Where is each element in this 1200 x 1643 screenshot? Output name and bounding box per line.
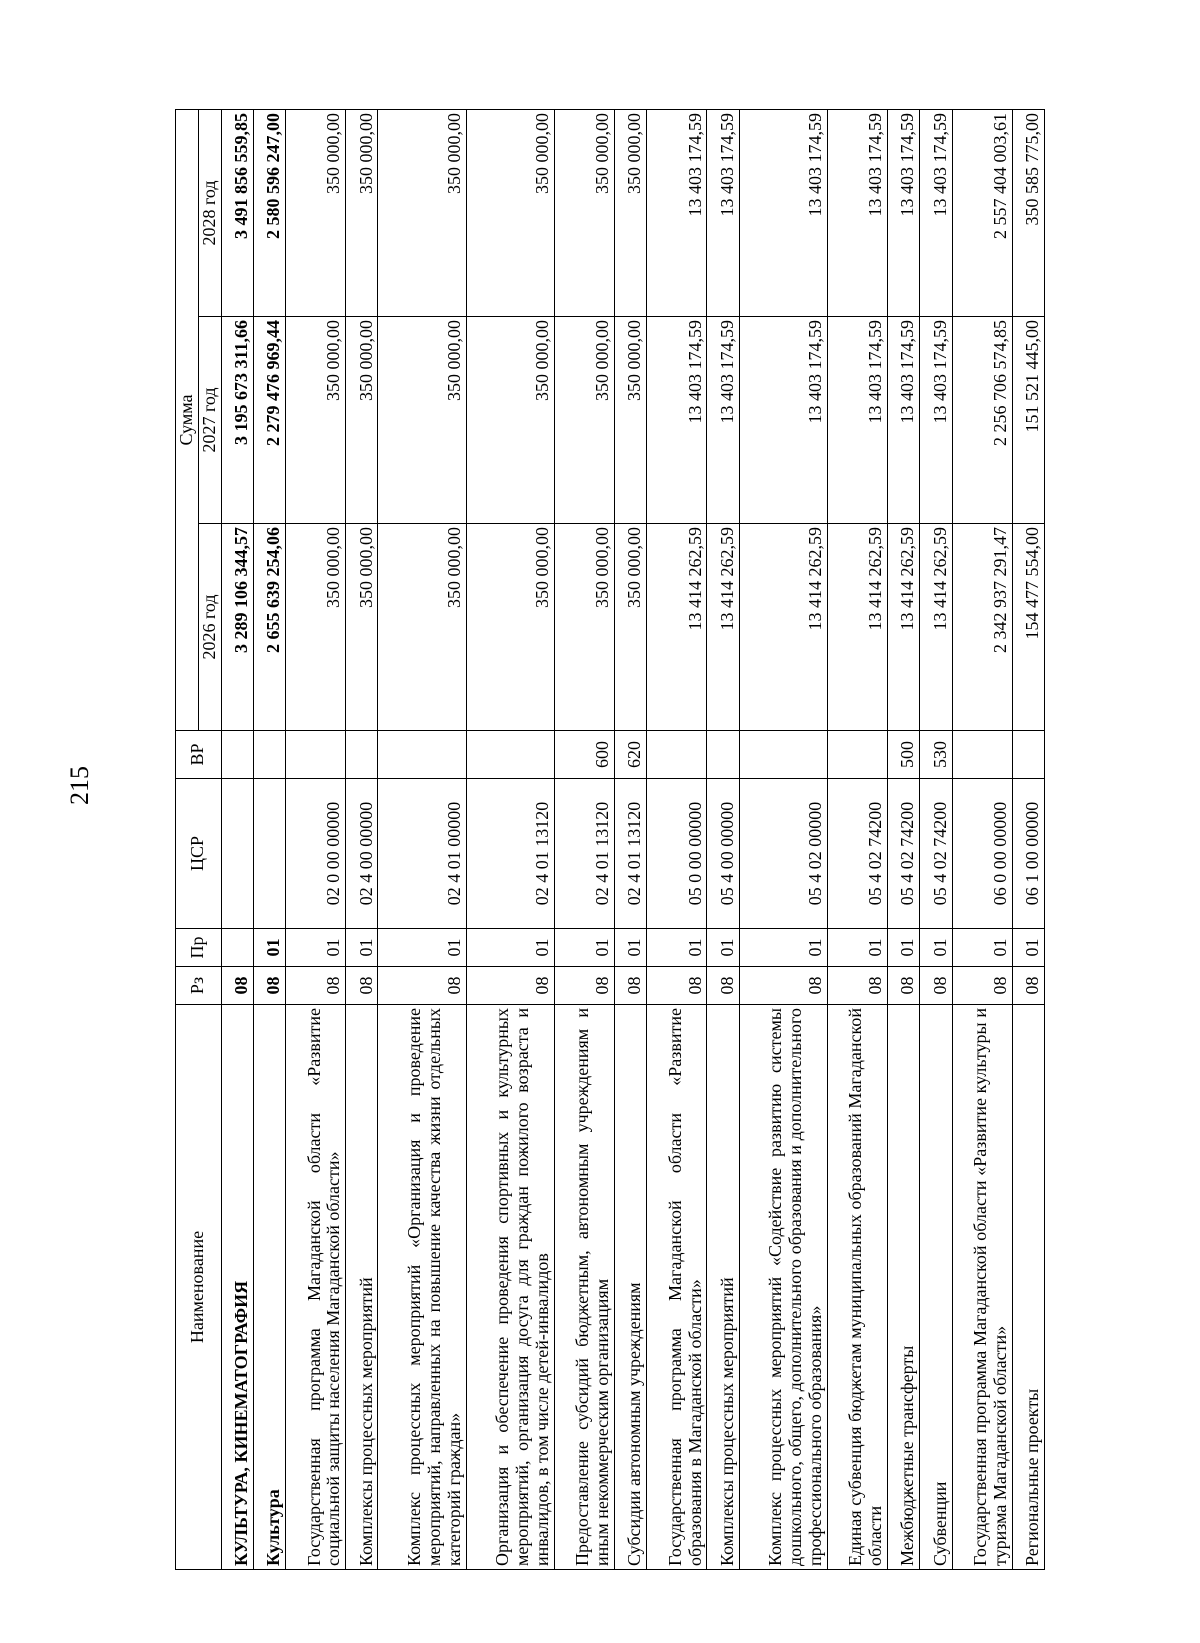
cell-y2026: 13 414 262,59 bbox=[647, 524, 707, 731]
cell-y2028: 350 000,00 bbox=[346, 109, 378, 316]
cell-csr: 05 4 00 00000 bbox=[707, 779, 739, 929]
cell-pr: 01 bbox=[378, 929, 466, 967]
cell-y2028: 13 403 174,59 bbox=[739, 109, 827, 316]
cell-y2027: 350 000,00 bbox=[286, 317, 346, 524]
cell-vr bbox=[739, 731, 827, 779]
cell-name: КУЛЬТУРА, КИНЕМАТОГРАФИЯ bbox=[221, 1005, 253, 1570]
rotated-table-container bbox=[175, 110, 1045, 1570]
cell-name: Организация и обеспечение проведения спортивных и культурных мероприятий, организация досуга для граждан пожилого возраста и инвалидов, в том числе детей-инвалидов bbox=[466, 1005, 554, 1570]
table-row bbox=[286, 109, 346, 1569]
header-2026: 2026 год bbox=[198, 524, 221, 731]
cell-vr: 500 bbox=[888, 731, 920, 779]
table-row bbox=[888, 109, 920, 1569]
table-row bbox=[221, 109, 253, 1569]
cell-y2026: 2 655 639 254,06 bbox=[253, 524, 285, 731]
cell-vr bbox=[253, 731, 285, 779]
cell-rz: 08 bbox=[952, 967, 1012, 1005]
cell-y2027: 350 000,00 bbox=[346, 317, 378, 524]
cell-rz: 08 bbox=[707, 967, 739, 1005]
cell-name: Региональные проекты bbox=[1012, 1005, 1044, 1570]
cell-vr bbox=[827, 731, 887, 779]
cell-csr: 02 4 00 00000 bbox=[346, 779, 378, 929]
cell-y2028: 3 491 856 559,85 bbox=[221, 109, 253, 316]
cell-name: Предоставление субсидий бюджетным, автономным учреждениям и иным некоммерческим организациям bbox=[554, 1005, 614, 1570]
header-vr: ВР bbox=[176, 731, 222, 779]
cell-y2028: 2 557 404 003,61 bbox=[952, 109, 1012, 316]
cell-y2026: 350 000,00 bbox=[346, 524, 378, 731]
header-rz: Рз bbox=[176, 967, 222, 1005]
cell-y2028: 13 403 174,59 bbox=[707, 109, 739, 316]
cell-pr: 01 bbox=[466, 929, 554, 967]
table-row bbox=[707, 109, 739, 1569]
cell-vr bbox=[1012, 731, 1044, 779]
cell-y2028: 13 403 174,59 bbox=[827, 109, 887, 316]
cell-pr: 01 bbox=[952, 929, 1012, 967]
cell-name: Субсидии автономным учреждениям bbox=[615, 1005, 647, 1570]
cell-rz: 08 bbox=[739, 967, 827, 1005]
cell-y2027: 2 279 476 969,44 bbox=[253, 317, 285, 524]
cell-rz: 08 bbox=[346, 967, 378, 1005]
cell-rz: 08 bbox=[378, 967, 466, 1005]
table-row bbox=[920, 109, 952, 1569]
cell-y2027: 13 403 174,59 bbox=[827, 317, 887, 524]
cell-y2026: 350 000,00 bbox=[554, 524, 614, 731]
cell-y2028: 350 000,00 bbox=[615, 109, 647, 316]
cell-y2027: 350 000,00 bbox=[378, 317, 466, 524]
cell-pr: 01 bbox=[827, 929, 887, 967]
header-2028: 2028 год bbox=[198, 109, 221, 316]
header-2027: 2027 год bbox=[198, 317, 221, 524]
cell-csr: 05 4 02 74200 bbox=[888, 779, 920, 929]
cell-y2028: 350 585 775,00 bbox=[1012, 109, 1044, 316]
cell-rz: 08 bbox=[286, 967, 346, 1005]
cell-csr: 05 4 02 74200 bbox=[920, 779, 952, 929]
cell-y2026: 13 414 262,59 bbox=[827, 524, 887, 731]
cell-csr: 02 4 01 13120 bbox=[615, 779, 647, 929]
cell-name: Комплексы процессных мероприятий bbox=[346, 1005, 378, 1570]
header-sum: Сумма bbox=[176, 109, 199, 730]
cell-pr: 01 bbox=[920, 929, 952, 967]
cell-y2026: 13 414 262,59 bbox=[920, 524, 952, 731]
table-row bbox=[554, 109, 614, 1569]
cell-pr: 01 bbox=[1012, 929, 1044, 967]
cell-y2026: 350 000,00 bbox=[615, 524, 647, 731]
cell-name: Межбюджетные трансферты bbox=[888, 1005, 920, 1570]
cell-y2027: 350 000,00 bbox=[466, 317, 554, 524]
cell-y2028: 350 000,00 bbox=[554, 109, 614, 316]
cell-rz: 08 bbox=[615, 967, 647, 1005]
cell-rz: 08 bbox=[647, 967, 707, 1005]
cell-csr: 05 4 02 74200 bbox=[827, 779, 887, 929]
header-name: Наименование bbox=[176, 1005, 222, 1570]
cell-y2027: 2 256 706 574,85 bbox=[952, 317, 1012, 524]
cell-name: Комплекс процессных мероприятий «Организация и проведение мероприятий, направленных на повышение качества жизни отдельных категорий граждан» bbox=[378, 1005, 466, 1570]
cell-vr: 620 bbox=[615, 731, 647, 779]
cell-csr: 02 0 00 00000 bbox=[286, 779, 346, 929]
cell-y2027: 13 403 174,59 bbox=[647, 317, 707, 524]
cell-name: Государственная программа Магаданской области «Развитие социальной защиты населения Магаданской области» bbox=[286, 1005, 346, 1570]
table-row bbox=[466, 109, 554, 1569]
cell-y2027: 151 521 445,00 bbox=[1012, 317, 1044, 524]
cell-pr: 01 bbox=[253, 929, 285, 967]
cell-y2026: 350 000,00 bbox=[286, 524, 346, 731]
cell-rz: 08 bbox=[466, 967, 554, 1005]
table-row bbox=[827, 109, 887, 1569]
table-row bbox=[952, 109, 1012, 1569]
cell-y2026: 350 000,00 bbox=[466, 524, 554, 731]
cell-rz: 08 bbox=[888, 967, 920, 1005]
cell-name: Комплекс процессных мероприятий «Содействие развитию системы дошкольного, общего, дополнительного образования и дополнительного профессионального образования» bbox=[739, 1005, 827, 1570]
cell-pr: 01 bbox=[615, 929, 647, 967]
cell-y2028: 13 403 174,59 bbox=[647, 109, 707, 316]
cell-vr: 530 bbox=[920, 731, 952, 779]
cell-name: Субвенции bbox=[920, 1005, 952, 1570]
table-row bbox=[739, 109, 827, 1569]
cell-y2028: 350 000,00 bbox=[466, 109, 554, 316]
cell-pr: 01 bbox=[707, 929, 739, 967]
cell-y2027: 13 403 174,59 bbox=[707, 317, 739, 524]
table-row bbox=[346, 109, 378, 1569]
cell-vr bbox=[346, 731, 378, 779]
cell-vr bbox=[707, 731, 739, 779]
table-row bbox=[1012, 109, 1044, 1569]
cell-y2026: 13 414 262,59 bbox=[707, 524, 739, 731]
cell-y2026: 3 289 106 344,57 bbox=[221, 524, 253, 731]
cell-rz: 08 bbox=[253, 967, 285, 1005]
cell-y2027: 350 000,00 bbox=[615, 317, 647, 524]
cell-y2026: 350 000,00 bbox=[378, 524, 466, 731]
page-number: 215 bbox=[65, 766, 94, 805]
cell-csr: 02 4 01 00000 bbox=[378, 779, 466, 929]
cell-y2027: 3 195 673 311,66 bbox=[221, 317, 253, 524]
cell-rz: 08 bbox=[221, 967, 253, 1005]
cell-y2027: 350 000,00 bbox=[554, 317, 614, 524]
cell-vr bbox=[647, 731, 707, 779]
cell-pr: 01 bbox=[888, 929, 920, 967]
cell-pr: 01 bbox=[346, 929, 378, 967]
table-row bbox=[253, 109, 285, 1569]
table-row bbox=[647, 109, 707, 1569]
cell-y2026: 13 414 262,59 bbox=[888, 524, 920, 731]
cell-vr: 600 bbox=[554, 731, 614, 779]
cell-y2028: 350 000,00 bbox=[378, 109, 466, 316]
cell-rz: 08 bbox=[1012, 967, 1044, 1005]
cell-rz: 08 bbox=[554, 967, 614, 1005]
header-csr: ЦСР bbox=[176, 779, 222, 929]
cell-pr: 01 bbox=[739, 929, 827, 967]
cell-pr bbox=[221, 929, 253, 967]
cell-vr bbox=[286, 731, 346, 779]
cell-y2028: 13 403 174,59 bbox=[920, 109, 952, 316]
cell-y2026: 2 342 937 291,47 bbox=[952, 524, 1012, 731]
cell-y2028: 2 580 596 247,00 bbox=[253, 109, 285, 316]
cell-y2026: 154 477 554,00 bbox=[1012, 524, 1044, 731]
cell-csr: 02 4 01 13120 bbox=[466, 779, 554, 929]
cell-csr: 05 0 00 00000 bbox=[647, 779, 707, 929]
cell-vr bbox=[378, 731, 466, 779]
cell-y2027: 13 403 174,59 bbox=[920, 317, 952, 524]
cell-name: Единая субвенция бюджетам муниципальных образований Магаданской области bbox=[827, 1005, 887, 1570]
cell-y2028: 13 403 174,59 bbox=[888, 109, 920, 316]
cell-name: Государственная программа Магаданской области «Развитие образования в Магаданской области» bbox=[647, 1005, 707, 1570]
cell-vr bbox=[952, 731, 1012, 779]
cell-y2026: 13 414 262,59 bbox=[739, 524, 827, 731]
header-row-1 bbox=[176, 109, 199, 1569]
cell-name: Культура bbox=[253, 1005, 285, 1570]
table-body bbox=[221, 109, 1044, 1569]
cell-rz: 08 bbox=[920, 967, 952, 1005]
cell-vr bbox=[221, 731, 253, 779]
cell-csr bbox=[221, 779, 253, 929]
cell-vr bbox=[466, 731, 554, 779]
header-pr: Пр bbox=[176, 929, 222, 967]
cell-csr: 05 4 02 00000 bbox=[739, 779, 827, 929]
cell-y2027: 13 403 174,59 bbox=[739, 317, 827, 524]
cell-csr bbox=[253, 779, 285, 929]
cell-pr: 01 bbox=[554, 929, 614, 967]
cell-y2028: 350 000,00 bbox=[286, 109, 346, 316]
cell-pr: 01 bbox=[286, 929, 346, 967]
cell-name: Государственная программа Магаданской области «Развитие культуры и туризма Магаданской области» bbox=[952, 1005, 1012, 1570]
cell-rz: 08 bbox=[827, 967, 887, 1005]
table-row bbox=[615, 109, 647, 1569]
cell-y2027: 13 403 174,59 bbox=[888, 317, 920, 524]
cell-name: Комплексы процессных мероприятий bbox=[707, 1005, 739, 1570]
cell-csr: 02 4 01 13120 bbox=[554, 779, 614, 929]
budget-table bbox=[175, 109, 1045, 1570]
cell-csr: 06 0 00 00000 bbox=[952, 779, 1012, 929]
cell-pr: 01 bbox=[647, 929, 707, 967]
table-row bbox=[378, 109, 466, 1569]
cell-csr: 06 1 00 00000 bbox=[1012, 779, 1044, 929]
